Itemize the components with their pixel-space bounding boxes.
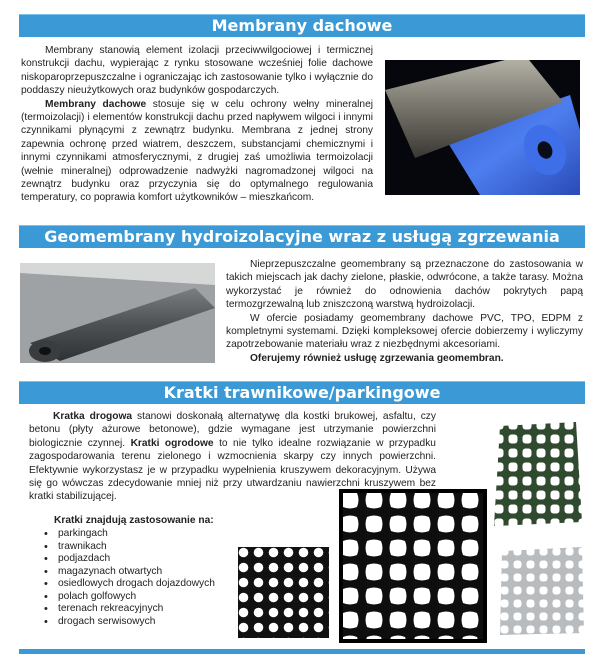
list-item: • polach golfowych <box>44 591 215 604</box>
section-title-kratki: Kratki trawnikowe/parkingowe <box>19 381 585 404</box>
list-item: • trawnikach <box>44 541 215 554</box>
list-item: • osiedlowych drogach dojazdowych <box>44 578 215 591</box>
membrane-roll-photo <box>385 60 580 195</box>
membrany-paragraph-1: Membrany stanowią element izolacji przeciwwilgociowej i termicznej konstrukcji dachu, wypierając z rynku stosowane wcześniej folie dachowe niskoparoprzepuszczalne i ograniczając ich zastosowanie tylko i wyłącznie do poddaszy nieużytkowych oraz budynków gospodarczych. <box>21 45 373 97</box>
geomembrany-bold: Oferujemy również usługę zgrzewania geomembran. <box>250 352 504 364</box>
list-item: • terenach rekreacyjnych <box>44 603 215 616</box>
green-grid-photo <box>492 418 584 530</box>
list-title: Kratki znajdują zastosowanie na: <box>54 515 214 526</box>
geomembrany-text <box>226 258 583 365</box>
kratka-drogowa-bold: Kratka drogowa <box>53 411 133 422</box>
application-list <box>44 528 215 628</box>
membrany-bold: Membrany dachowe <box>45 98 147 110</box>
membrany-text <box>21 44 373 205</box>
membrany-paragraph-2-text: stosuje się w celu ochrony wełny mineralnej (termoizolacji) i elementów konstrukcji dachu przed napływem wilgoci i innymi czynnikami płynącymi z zewnątrz budynku. Membrana z jednej strony zapewnia ochronę przed wiatrem, deszczem, substancjami chemicznymi i innymi czynnikami atmosferycznymi, z drugiej zaś umożliwia termoizolacji (wełnie mineralnej) odprowadzenie nadwyżki nagromadzonej wilgoci na zewnątrz budynku oraz przyczynia się do optymalnego regulowania temperatury, co poprawia komfort użytkowników – mieszkańcom. <box>21 98 374 204</box>
geomembrany-paragraph-1: Nieprzepuszczalne geomembrany są przeznaczone do zastosowania w takich miejscach jak dachy zielone, płaskie, odwrócone, a także tarasy. Można wykorzystać je również do odnowienia dachów pokrytych papą termozgrzewalną lub zniszczoną warstwą hydroizolacji. <box>226 259 583 311</box>
list-item: • magazynach otwartych <box>44 566 215 579</box>
black-grid-photo-large <box>338 488 488 644</box>
kratki-ogrodowe-bold: Kratki ogrodowe <box>130 437 214 449</box>
white-grid-photo <box>498 545 586 637</box>
list-item: • drogach serwisowych <box>44 616 215 629</box>
list-item: • podjazdach <box>44 553 215 566</box>
geomembrany-paragraph-3 <box>226 352 583 365</box>
membrany-paragraph-2 <box>21 98 373 205</box>
list-item: • parkingach <box>44 528 215 541</box>
geomembrany-paragraph-2: W ofercie posiadamy geomembrany dachowe PVC, TPO, EDPM z kompletnymi systemami. Dzięki kompleksowej ofercie dobierzemy i wyliczymy zapotrzebowanie materiału wraz z niezbędnymi akcesoriami. <box>226 312 583 351</box>
kratki-text-1: stanowi doskonałą alternatywę dla kostki brukowej, asfaltu, czy betonu (płyty ażurowe betonowe), gdzie wymagane jest utrzymanie powierzchni biologicznie czynnej. <box>29 411 436 449</box>
geomembrane-roll-photo <box>20 263 215 363</box>
bottom-bar <box>19 649 585 654</box>
section-title-membrany: Membrany dachowe <box>19 14 585 37</box>
black-grid-photo-small <box>236 545 331 640</box>
kratki-text-2: to nie tylko idealne rozwiązanie w przypadku zagospodarowania terenu zielonego i wzmocnienia skarpy czy innych powierzchni. Efektywnie wykorzystasz je w przypadku wypełnienia kruszywem dekoracyjnym. Używa się go wówczas zdecydowanie mniej niż przy utwardzaniu nawierzchni kruszywem bez kratki stabilizującej. <box>29 437 436 503</box>
section-title-geomembrany: Geomembrany hydroizolacyjne wraz z usługą zgrzewania <box>19 225 585 248</box>
